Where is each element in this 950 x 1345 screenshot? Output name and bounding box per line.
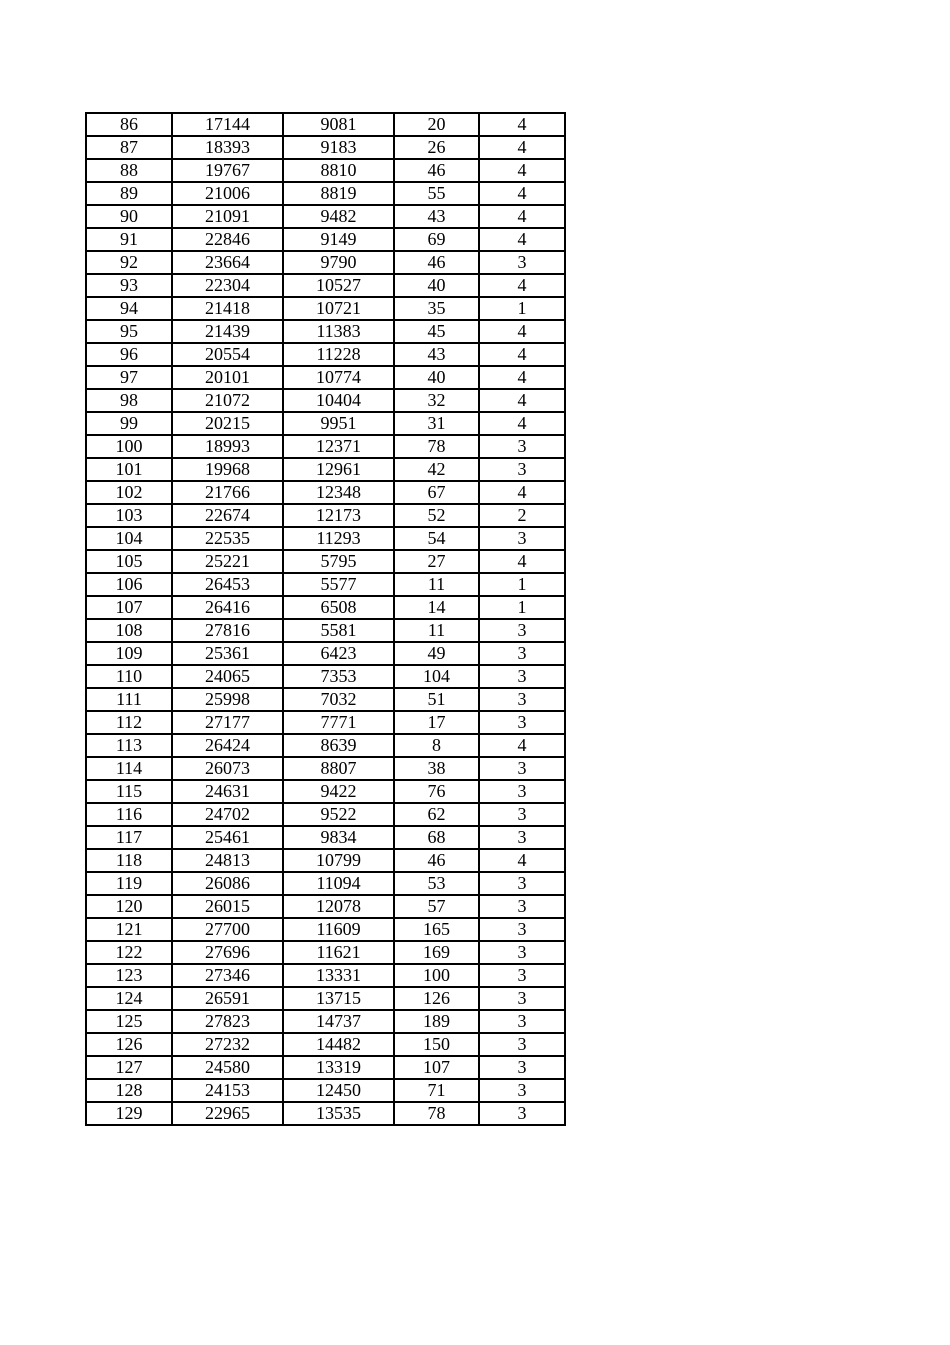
table-cell: 14 xyxy=(394,596,479,619)
table-cell: 5581 xyxy=(283,619,394,642)
table-cell: 32 xyxy=(394,389,479,412)
table-cell: 87 xyxy=(86,136,172,159)
table-cell: 21439 xyxy=(172,320,283,343)
table-cell: 124 xyxy=(86,987,172,1010)
table-cell: 4 xyxy=(479,366,565,389)
table-cell: 22965 xyxy=(172,1102,283,1125)
table-cell: 3 xyxy=(479,1033,565,1056)
table-cell: 9482 xyxy=(283,205,394,228)
table-row xyxy=(86,205,565,228)
table-cell: 94 xyxy=(86,297,172,320)
table-cell: 115 xyxy=(86,780,172,803)
table-cell: 97 xyxy=(86,366,172,389)
table-cell: 117 xyxy=(86,826,172,849)
table-cell: 104 xyxy=(394,665,479,688)
table-cell: 13319 xyxy=(283,1056,394,1079)
table-cell: 40 xyxy=(394,366,479,389)
table-cell: 10721 xyxy=(283,297,394,320)
table-cell: 4 xyxy=(479,136,565,159)
table-cell: 26073 xyxy=(172,757,283,780)
table-row xyxy=(86,251,565,274)
table-cell: 20215 xyxy=(172,412,283,435)
table-cell: 4 xyxy=(479,389,565,412)
table-cell: 12078 xyxy=(283,895,394,918)
table-cell: 68 xyxy=(394,826,479,849)
table-cell: 12173 xyxy=(283,504,394,527)
table-cell: 4 xyxy=(479,320,565,343)
table-cell: 4 xyxy=(479,228,565,251)
table-cell: 21006 xyxy=(172,182,283,205)
table-cell: 3 xyxy=(479,1102,565,1125)
table-cell: 8810 xyxy=(283,159,394,182)
table-cell: 165 xyxy=(394,918,479,941)
table-row xyxy=(86,757,565,780)
table-row xyxy=(86,136,565,159)
table-cell: 3 xyxy=(479,1056,565,1079)
table-cell: 4 xyxy=(479,412,565,435)
table-cell: 4 xyxy=(479,159,565,182)
table-cell: 107 xyxy=(86,596,172,619)
table-cell: 93 xyxy=(86,274,172,297)
table-row xyxy=(86,1010,565,1033)
table-cell: 24631 xyxy=(172,780,283,803)
table-row xyxy=(86,435,565,458)
table-cell: 21418 xyxy=(172,297,283,320)
table-row xyxy=(86,642,565,665)
table-cell: 46 xyxy=(394,251,479,274)
table-cell: 21766 xyxy=(172,481,283,504)
table-cell: 4 xyxy=(479,113,565,136)
table-cell: 25361 xyxy=(172,642,283,665)
table-row xyxy=(86,113,565,136)
table-cell: 25461 xyxy=(172,826,283,849)
table-cell: 106 xyxy=(86,573,172,596)
table-cell: 18993 xyxy=(172,435,283,458)
table-cell: 92 xyxy=(86,251,172,274)
table-cell: 109 xyxy=(86,642,172,665)
table-cell: 120 xyxy=(86,895,172,918)
table-cell: 4 xyxy=(479,274,565,297)
table-cell: 121 xyxy=(86,918,172,941)
table-cell: 26591 xyxy=(172,987,283,1010)
table-cell: 1 xyxy=(479,573,565,596)
table-cell: 1 xyxy=(479,596,565,619)
table-cell: 126 xyxy=(86,1033,172,1056)
table-row xyxy=(86,1033,565,1056)
table-row xyxy=(86,895,565,918)
table-cell: 127 xyxy=(86,1056,172,1079)
table-cell: 3 xyxy=(479,251,565,274)
table-cell: 169 xyxy=(394,941,479,964)
table-cell: 57 xyxy=(394,895,479,918)
table-cell: 22304 xyxy=(172,274,283,297)
table-cell: 27696 xyxy=(172,941,283,964)
table-cell: 123 xyxy=(86,964,172,987)
table-cell: 3 xyxy=(479,757,565,780)
table-cell: 38 xyxy=(394,757,479,780)
table-cell: 7771 xyxy=(283,711,394,734)
table-cell: 26453 xyxy=(172,573,283,596)
table-row xyxy=(86,274,565,297)
table-row xyxy=(86,527,565,550)
table-cell: 6423 xyxy=(283,642,394,665)
table-cell: 112 xyxy=(86,711,172,734)
table-cell: 11094 xyxy=(283,872,394,895)
table-cell: 53 xyxy=(394,872,479,895)
table-cell: 25998 xyxy=(172,688,283,711)
table-cell: 35 xyxy=(394,297,479,320)
table-cell: 54 xyxy=(394,527,479,550)
table-cell: 27823 xyxy=(172,1010,283,1033)
table-cell: 21091 xyxy=(172,205,283,228)
table-row xyxy=(86,573,565,596)
table-cell: 4 xyxy=(479,205,565,228)
table-cell: 76 xyxy=(394,780,479,803)
table-cell: 90 xyxy=(86,205,172,228)
table-cell: 91 xyxy=(86,228,172,251)
table-cell: 11609 xyxy=(283,918,394,941)
table-cell: 9522 xyxy=(283,803,394,826)
table-row xyxy=(86,458,565,481)
table-cell: 3 xyxy=(479,458,565,481)
table-cell: 95 xyxy=(86,320,172,343)
table-row xyxy=(86,849,565,872)
table-row xyxy=(86,918,565,941)
table-cell: 45 xyxy=(394,320,479,343)
table-cell: 11228 xyxy=(283,343,394,366)
table-cell: 3 xyxy=(479,642,565,665)
table-row xyxy=(86,550,565,573)
table-cell: 122 xyxy=(86,941,172,964)
table-cell: 3 xyxy=(479,826,565,849)
table-cell: 13715 xyxy=(283,987,394,1010)
table-cell: 78 xyxy=(394,1102,479,1125)
table-cell: 62 xyxy=(394,803,479,826)
table-cell: 21072 xyxy=(172,389,283,412)
table-row xyxy=(86,964,565,987)
table-cell: 9422 xyxy=(283,780,394,803)
table-cell: 20101 xyxy=(172,366,283,389)
table-cell: 9081 xyxy=(283,113,394,136)
table-cell: 11 xyxy=(394,619,479,642)
table-row xyxy=(86,343,565,366)
table-cell: 3 xyxy=(479,918,565,941)
table-cell: 100 xyxy=(86,435,172,458)
table-row xyxy=(86,228,565,251)
table-cell: 86 xyxy=(86,113,172,136)
table-row xyxy=(86,320,565,343)
table-cell: 71 xyxy=(394,1079,479,1102)
table-cell: 11 xyxy=(394,573,479,596)
table-row xyxy=(86,688,565,711)
table-row xyxy=(86,826,565,849)
table-cell: 27232 xyxy=(172,1033,283,1056)
table-cell: 17 xyxy=(394,711,479,734)
table-cell: 13535 xyxy=(283,1102,394,1125)
table-cell: 4 xyxy=(479,481,565,504)
table-cell: 20554 xyxy=(172,343,283,366)
table-cell: 9790 xyxy=(283,251,394,274)
table-row xyxy=(86,412,565,435)
table-cell: 4 xyxy=(479,849,565,872)
table-cell: 27 xyxy=(394,550,479,573)
table-row xyxy=(86,734,565,757)
table-cell: 5795 xyxy=(283,550,394,573)
table-cell: 13331 xyxy=(283,964,394,987)
table-cell: 78 xyxy=(394,435,479,458)
table-cell: 8819 xyxy=(283,182,394,205)
table-cell: 98 xyxy=(86,389,172,412)
table-cell: 24580 xyxy=(172,1056,283,1079)
table-row xyxy=(86,803,565,826)
table-row xyxy=(86,182,565,205)
table-cell: 8639 xyxy=(283,734,394,757)
table-cell: 26015 xyxy=(172,895,283,918)
table-cell: 3 xyxy=(479,872,565,895)
table-cell: 3 xyxy=(479,1010,565,1033)
table-cell: 3 xyxy=(479,435,565,458)
table-cell: 3 xyxy=(479,964,565,987)
table-cell: 7353 xyxy=(283,665,394,688)
table-row xyxy=(86,596,565,619)
table-cell: 3 xyxy=(479,711,565,734)
table-row xyxy=(86,619,565,642)
table-cell: 22535 xyxy=(172,527,283,550)
table-row xyxy=(86,1056,565,1079)
table-cell: 12450 xyxy=(283,1079,394,1102)
table-cell: 3 xyxy=(479,619,565,642)
table-cell: 27346 xyxy=(172,964,283,987)
table-cell: 12348 xyxy=(283,481,394,504)
table-cell: 46 xyxy=(394,849,479,872)
table-cell: 24153 xyxy=(172,1079,283,1102)
table-cell: 3 xyxy=(479,688,565,711)
table-cell: 8807 xyxy=(283,757,394,780)
table-row xyxy=(86,481,565,504)
table-cell: 11383 xyxy=(283,320,394,343)
table-row xyxy=(86,711,565,734)
table-cell: 24813 xyxy=(172,849,283,872)
table-cell: 49 xyxy=(394,642,479,665)
table-cell: 12371 xyxy=(283,435,394,458)
table-cell: 118 xyxy=(86,849,172,872)
table-cell: 129 xyxy=(86,1102,172,1125)
table-cell: 3 xyxy=(479,803,565,826)
table-cell: 103 xyxy=(86,504,172,527)
table-cell: 107 xyxy=(394,1056,479,1079)
table-cell: 88 xyxy=(86,159,172,182)
table-cell: 10404 xyxy=(283,389,394,412)
table-cell: 99 xyxy=(86,412,172,435)
table-cell: 26424 xyxy=(172,734,283,757)
table-cell: 26416 xyxy=(172,596,283,619)
table-cell: 27816 xyxy=(172,619,283,642)
table-cell: 24065 xyxy=(172,665,283,688)
table-cell: 150 xyxy=(394,1033,479,1056)
table-cell: 10527 xyxy=(283,274,394,297)
table-cell: 104 xyxy=(86,527,172,550)
table-cell: 125 xyxy=(86,1010,172,1033)
table-cell: 12961 xyxy=(283,458,394,481)
table-cell: 40 xyxy=(394,274,479,297)
table-cell: 22674 xyxy=(172,504,283,527)
table-cell: 9834 xyxy=(283,826,394,849)
table-cell: 105 xyxy=(86,550,172,573)
table-cell: 51 xyxy=(394,688,479,711)
table-cell: 14737 xyxy=(283,1010,394,1033)
table-cell: 23664 xyxy=(172,251,283,274)
table-cell: 46 xyxy=(394,159,479,182)
table-cell: 22846 xyxy=(172,228,283,251)
data-table xyxy=(85,112,566,1126)
table-cell: 9149 xyxy=(283,228,394,251)
table-cell: 52 xyxy=(394,504,479,527)
table-row xyxy=(86,297,565,320)
table-cell: 43 xyxy=(394,205,479,228)
table-row xyxy=(86,366,565,389)
table-cell: 113 xyxy=(86,734,172,757)
table-cell: 101 xyxy=(86,458,172,481)
table-cell: 31 xyxy=(394,412,479,435)
table-cell: 4 xyxy=(479,343,565,366)
table-cell: 25221 xyxy=(172,550,283,573)
table-cell: 14482 xyxy=(283,1033,394,1056)
table-cell: 3 xyxy=(479,665,565,688)
table-cell: 7032 xyxy=(283,688,394,711)
table-cell: 8 xyxy=(394,734,479,757)
table-cell: 27700 xyxy=(172,918,283,941)
table-cell: 189 xyxy=(394,1010,479,1033)
table-cell: 24702 xyxy=(172,803,283,826)
table-cell: 3 xyxy=(479,895,565,918)
table-row xyxy=(86,665,565,688)
table-row xyxy=(86,1102,565,1125)
table-cell: 43 xyxy=(394,343,479,366)
table-row xyxy=(86,1079,565,1102)
table-cell: 19767 xyxy=(172,159,283,182)
table-cell: 19968 xyxy=(172,458,283,481)
table-cell: 3 xyxy=(479,527,565,550)
table-cell: 10799 xyxy=(283,849,394,872)
table-cell: 69 xyxy=(394,228,479,251)
table-cell: 20 xyxy=(394,113,479,136)
table-cell: 6508 xyxy=(283,596,394,619)
table-cell: 116 xyxy=(86,803,172,826)
table-cell: 3 xyxy=(479,941,565,964)
table-cell: 9183 xyxy=(283,136,394,159)
table-cell: 1 xyxy=(479,297,565,320)
table-row xyxy=(86,872,565,895)
table-cell: 102 xyxy=(86,481,172,504)
table-cell: 26086 xyxy=(172,872,283,895)
table-row xyxy=(86,504,565,527)
table-cell: 27177 xyxy=(172,711,283,734)
table-cell: 18393 xyxy=(172,136,283,159)
table-cell: 42 xyxy=(394,458,479,481)
table-cell: 111 xyxy=(86,688,172,711)
table-cell: 4 xyxy=(479,734,565,757)
table-cell: 4 xyxy=(479,182,565,205)
table-cell: 9951 xyxy=(283,412,394,435)
table-row xyxy=(86,941,565,964)
table-cell: 3 xyxy=(479,1079,565,1102)
table-cell: 11621 xyxy=(283,941,394,964)
table-cell: 55 xyxy=(394,182,479,205)
table-cell: 126 xyxy=(394,987,479,1010)
table-cell: 96 xyxy=(86,343,172,366)
table-row xyxy=(86,987,565,1010)
table-cell: 119 xyxy=(86,872,172,895)
table-cell: 2 xyxy=(479,504,565,527)
table-cell: 11293 xyxy=(283,527,394,550)
table-cell: 4 xyxy=(479,550,565,573)
table-cell: 10774 xyxy=(283,366,394,389)
table-cell: 89 xyxy=(86,182,172,205)
table-cell: 100 xyxy=(394,964,479,987)
table-cell: 3 xyxy=(479,987,565,1010)
table-row xyxy=(86,389,565,412)
table-body xyxy=(86,113,565,1125)
table-cell: 110 xyxy=(86,665,172,688)
table-cell: 17144 xyxy=(172,113,283,136)
table-cell: 26 xyxy=(394,136,479,159)
table-cell: 5577 xyxy=(283,573,394,596)
table-cell: 128 xyxy=(86,1079,172,1102)
table-row xyxy=(86,780,565,803)
table-cell: 67 xyxy=(394,481,479,504)
table-cell: 108 xyxy=(86,619,172,642)
table-cell: 114 xyxy=(86,757,172,780)
table-row xyxy=(86,159,565,182)
table-cell: 3 xyxy=(479,780,565,803)
